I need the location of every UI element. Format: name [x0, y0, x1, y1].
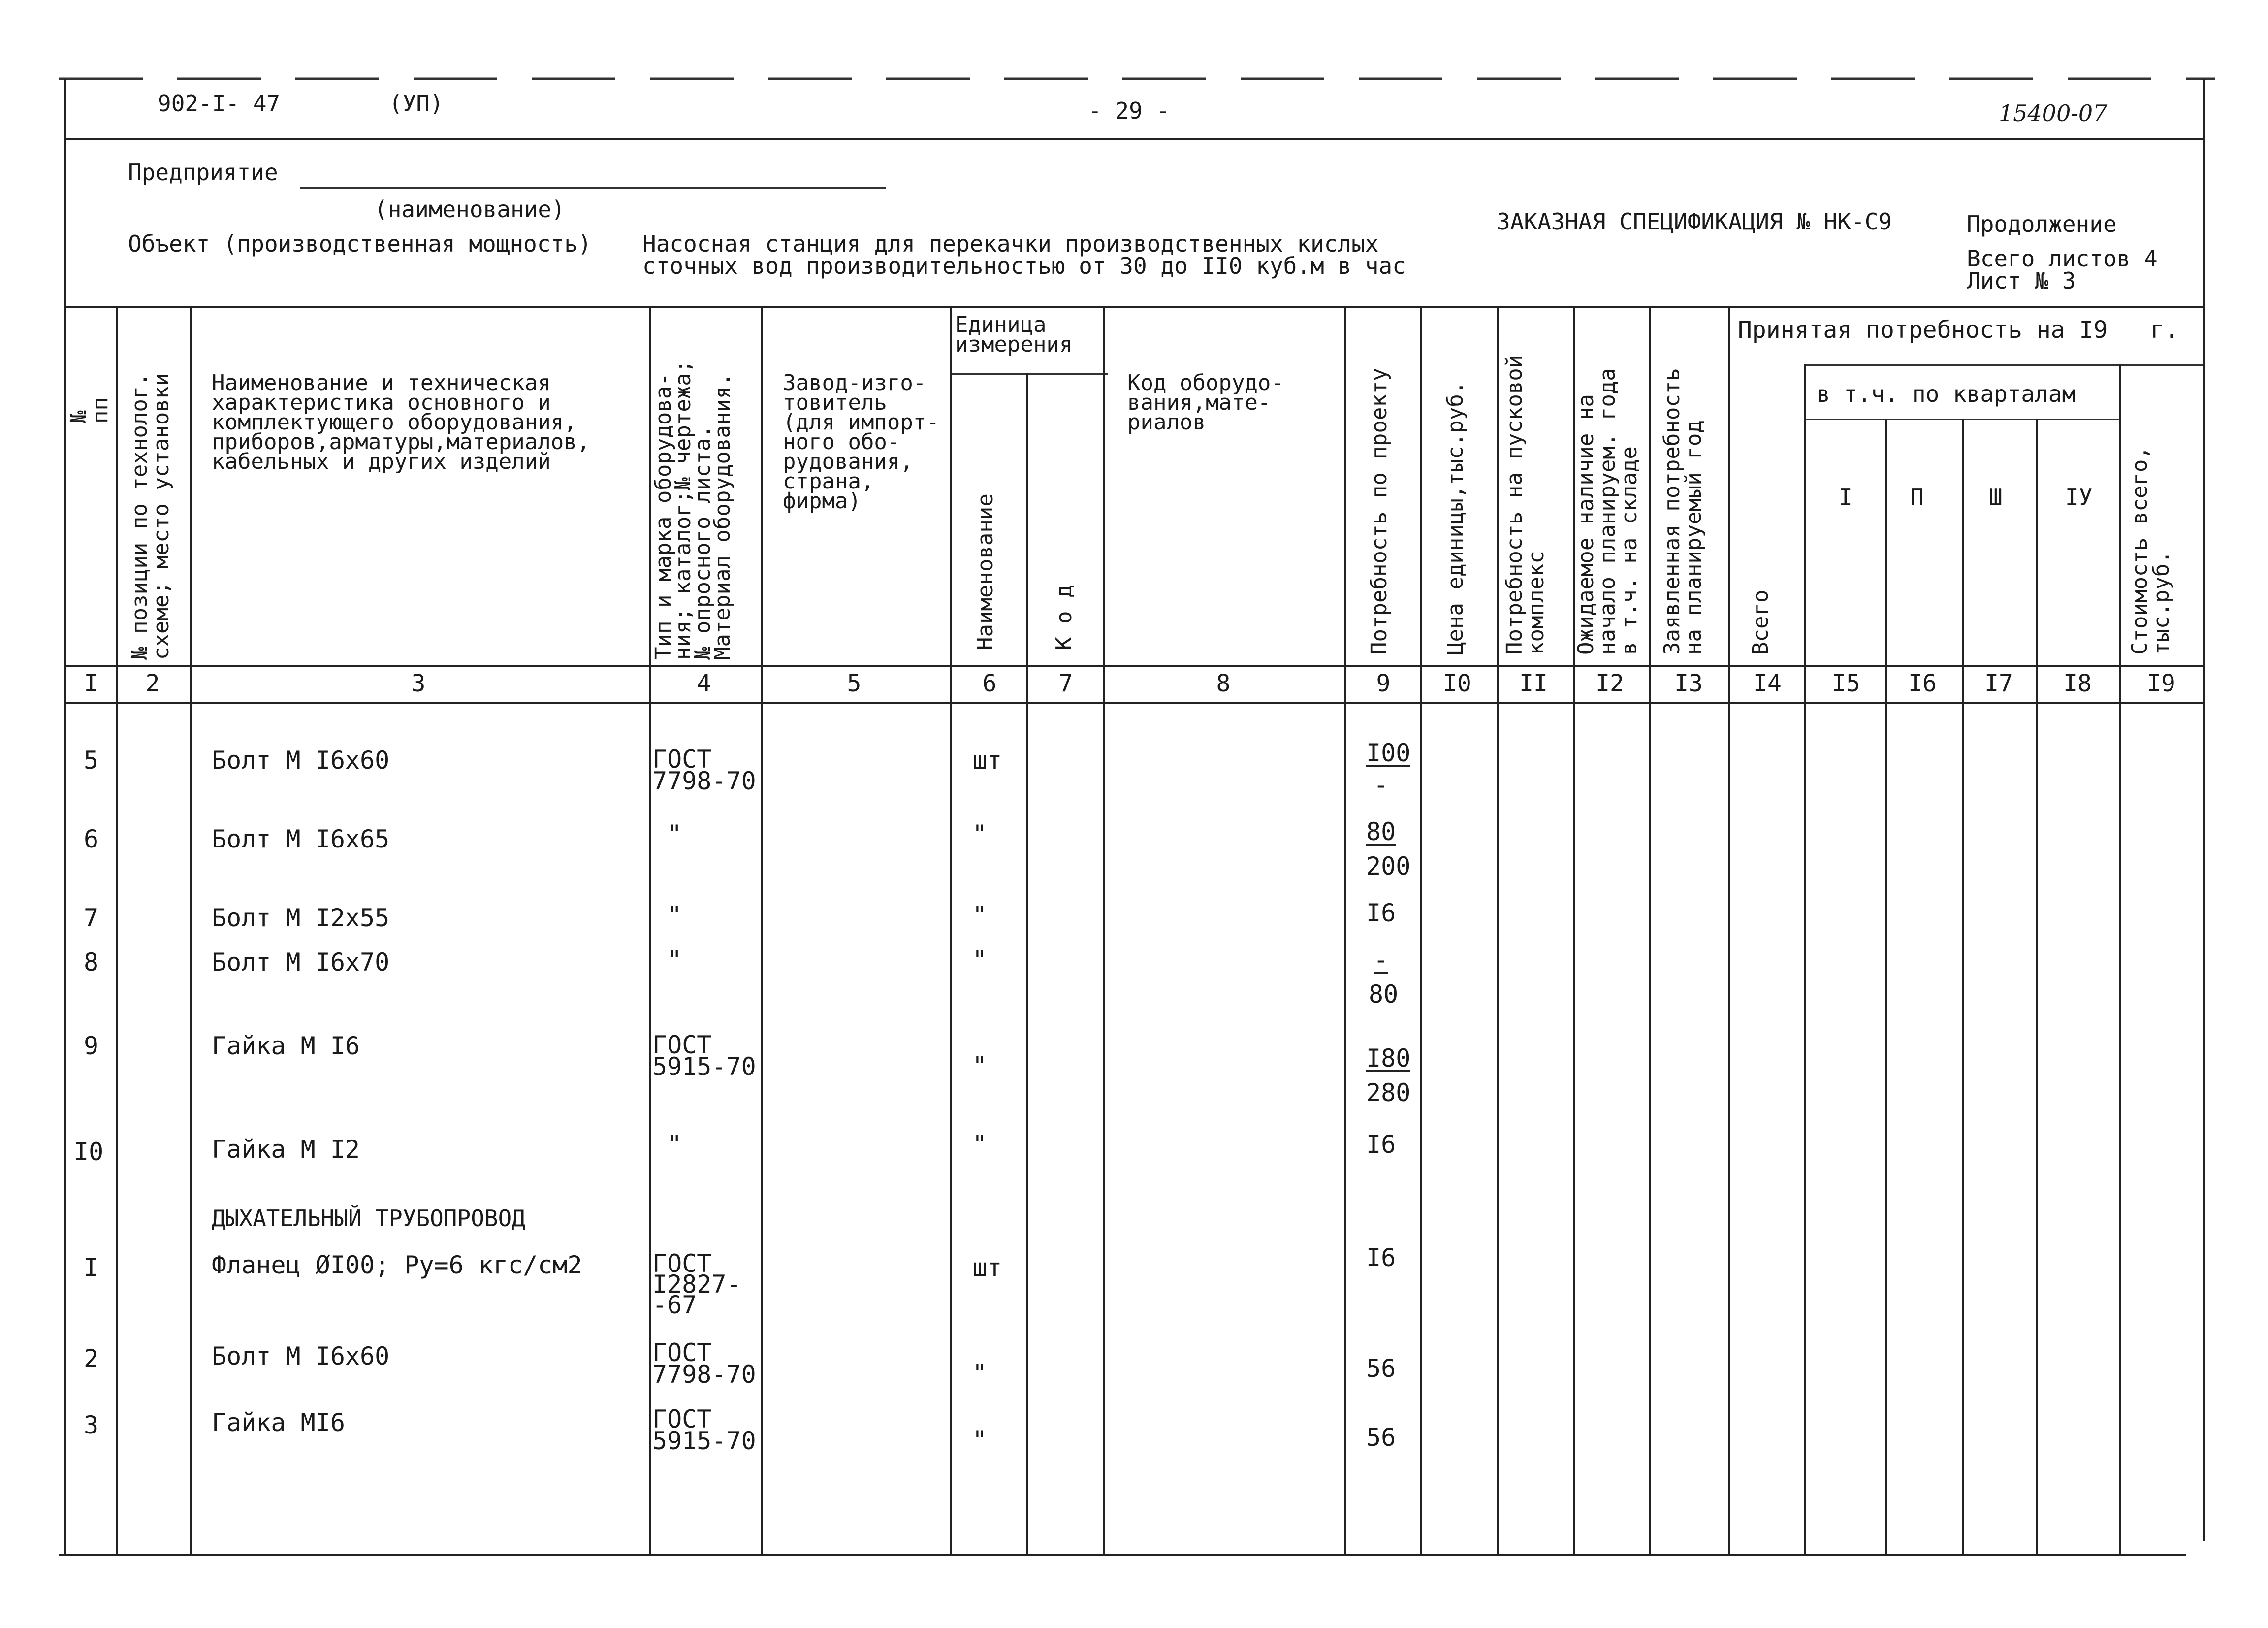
need-top-value: - [1374, 945, 1389, 974]
row-unit: " [972, 1051, 988, 1080]
col-header-1: № пп [66, 397, 113, 423]
row-need: I6 [1366, 1130, 1396, 1159]
col-line-18 [2119, 364, 2121, 1554]
row-unit: " [972, 820, 988, 848]
enterprise-underline [300, 187, 886, 189]
col-header-8: Код оборудо- вания,мате- риалов [1127, 370, 1284, 435]
row-name: Гайка М I6 [212, 1032, 360, 1060]
row-need-top [1366, 741, 1410, 767]
col-line-8 [1344, 306, 1346, 1554]
col-num-4: 4 [697, 670, 711, 697]
row-need-bottom: 200 [1366, 852, 1411, 880]
continuation: Продолжение [1967, 211, 2117, 237]
row-need-top [1366, 1046, 1410, 1072]
row-number: I0 [74, 1138, 104, 1166]
col-num-15: I5 [1832, 670, 1860, 697]
col-line-9 [1420, 306, 1422, 1554]
col-line-19 [1728, 306, 1730, 1554]
row-unit: шт [972, 746, 1002, 775]
col-header-5: Завод-изго- товитель (для импорт- ного обо- рудования, страна, фирма) [783, 370, 939, 514]
row-type: " [667, 945, 682, 974]
row-need: 56 [1366, 1423, 1396, 1452]
row-type: " [667, 901, 682, 930]
col-num-9: 9 [1376, 670, 1391, 697]
col-num-6: 6 [982, 670, 997, 697]
col-line-6 [1026, 373, 1028, 1554]
spec-title: ЗАКАЗНАЯ СПЕЦИФИКАЦИЯ № НК-С9 [1497, 208, 1892, 235]
row-number: 5 [84, 746, 99, 775]
col-num-2: 2 [145, 670, 160, 697]
row-number: 2 [84, 1344, 99, 1373]
object-line-1: Насосная станция для перекачки производственных кислых [642, 230, 1379, 257]
table-top [64, 306, 2203, 308]
row-unit: " [972, 1359, 988, 1388]
album-number: (УП) [389, 90, 444, 117]
frame-right [2203, 79, 2205, 1541]
col-header-19: Стоимость всего, тыс.руб. [2127, 446, 2174, 655]
col-num-14: I4 [1753, 670, 1782, 697]
col-line-16 [1962, 419, 1964, 1554]
quarters-header: в т.ч. по кварталам [1817, 381, 2076, 407]
col-header-10: Цена единицы,тыс.руб. [1443, 381, 1468, 655]
row-number: 9 [84, 1032, 99, 1060]
frame-bottom [59, 1554, 2186, 1556]
col-header-3: Наименование и техническая характеристика основного и комплектующего оборудования, приборов,арматуры,материалов, кабельных и других изделий [212, 370, 590, 474]
row-type: " [667, 820, 682, 848]
need-top-value: I00 [1366, 739, 1411, 767]
quarter-4: IУ [2065, 484, 2093, 511]
row-need: 56 [1366, 1354, 1396, 1383]
row-name: Болт М I6х70 [212, 948, 390, 977]
row-name: Гайка М I2 [212, 1135, 360, 1164]
col-line-1 [116, 306, 118, 1554]
row-number: 3 [84, 1411, 99, 1439]
total-sheets: Всего листов 4 [1967, 245, 2158, 272]
col-line-4 [761, 306, 763, 1554]
row-type: ГОСТ 7798-70 [652, 1338, 756, 1389]
col-header-11: Потребность на пусковой комплекс [1502, 355, 1549, 655]
row-name: Болт М I6х65 [212, 825, 390, 853]
row-type: ГОСТ 5915-70 [652, 1405, 756, 1455]
need-top-value: 80 [1366, 817, 1396, 846]
col-num-11: II [1519, 670, 1548, 697]
col-line-2 [190, 306, 192, 1554]
project-code: 902-I- 47 [158, 90, 281, 117]
col-line-7 [1103, 306, 1105, 1554]
row-type: ГОСТ 7798-70 [652, 745, 756, 795]
row-need-top [1374, 945, 1389, 974]
row-name: Болт М I2х55 [212, 904, 390, 932]
row-need-bottom: 80 [1369, 980, 1399, 1009]
col-header-13: Заявленная потребность на планируемый год [1660, 368, 1706, 655]
col-line-5 [950, 306, 952, 1554]
row-number: 8 [84, 948, 99, 977]
quarter-3: Ш [1989, 484, 2003, 511]
row-name: Болт М I6х60 [212, 1342, 390, 1370]
row-number: 7 [84, 904, 99, 932]
col-header-2: № позиции по технолог. схеме; место установки [127, 373, 174, 660]
row-type: ГОСТ 5915-70 [652, 1031, 756, 1081]
col-header-12: Ожидаемое наличие на начало планируем. года в т.ч. на складе [1573, 368, 1642, 655]
col-num-18: I8 [2063, 670, 2092, 697]
col-num-8: 8 [1216, 670, 1231, 697]
col-num-16: I6 [1908, 670, 1937, 697]
object-line-2: сточных вод производительностью от 30 до II0 куб.м в час [642, 253, 1406, 279]
row-type: ГОСТ I2827- -67 [652, 1249, 741, 1319]
col-line-14 [1804, 364, 1806, 1554]
unit-group-line [950, 373, 1108, 375]
ref-number: 15400-07 [1999, 100, 2108, 127]
row-need: I6 [1366, 899, 1396, 927]
need-top-value: I80 [1366, 1044, 1411, 1073]
object-label: Объект (производственная мощность) [128, 230, 592, 257]
col-num-3: 3 [411, 670, 426, 697]
col-header-4: Тип и марка оборудова- ния; каталог;№ чертежа; № опросного листа. Материал оборудования. [651, 359, 735, 660]
row-number: 6 [84, 825, 99, 853]
row-name: Болт М I6х60 [212, 746, 390, 775]
col-num-10: I0 [1443, 670, 1471, 697]
sheet-number: Лист № 3 [1967, 267, 2076, 294]
row-need-bottom: - [1374, 771, 1389, 799]
numbers-bottom [64, 702, 2203, 704]
accepted-header: Принятая потребность на I9 г. [1738, 316, 2179, 344]
row-type: " [667, 1130, 682, 1159]
col-header-14: Всего [1748, 589, 1773, 655]
row-unit: " [972, 901, 988, 930]
page-number: - 29 - [1088, 98, 1170, 124]
row-name: Фланец ØI00; Ру=6 кгс/см2 [212, 1251, 582, 1279]
row-unit: " [972, 945, 988, 974]
row-unit: " [972, 1426, 988, 1454]
row-number: I [84, 1253, 99, 1282]
accepted-line [1804, 364, 2203, 366]
col-num-12: I2 [1596, 670, 1624, 697]
col-num-1: I [84, 670, 98, 697]
row-name: Гайка МI6 [212, 1408, 345, 1437]
top-border [59, 74, 2215, 84]
row-unit: шт [972, 1253, 1002, 1282]
enterprise-label: Предприятие [128, 159, 278, 186]
col-line-15 [1885, 419, 1887, 1554]
row-need: I6 [1366, 1243, 1396, 1272]
quarter-1: I [1839, 484, 1853, 511]
col-num-17: I7 [1984, 670, 2013, 697]
col-num-19: I9 [2147, 670, 2175, 697]
row-need-bottom: 280 [1366, 1078, 1411, 1107]
quarter-2: П [1910, 484, 1924, 511]
row-unit: " [972, 1130, 988, 1159]
col-header-9: Потребность по проекту [1367, 368, 1392, 655]
col-line-10 [1497, 306, 1499, 1554]
col-header-6: Наименование [973, 493, 998, 650]
header-divider [64, 138, 2203, 140]
section-title: ДЫХАТЕЛЬНЫЙ ТРУБОПРОВОД [212, 1205, 525, 1232]
col-num-13: I3 [1674, 670, 1703, 697]
header-bottom [64, 665, 2203, 667]
col-num-7: 7 [1058, 670, 1073, 697]
col-num-5: 5 [847, 670, 862, 697]
col-line-17 [2036, 419, 2038, 1554]
frame-left [64, 79, 66, 1556]
col-header-7: К о д [1052, 585, 1077, 650]
row-need-top [1366, 817, 1396, 846]
unit-group-header: Единица измерения [955, 312, 1073, 357]
name-note: (наименование) [374, 196, 565, 223]
col-line-12 [1649, 306, 1651, 1554]
